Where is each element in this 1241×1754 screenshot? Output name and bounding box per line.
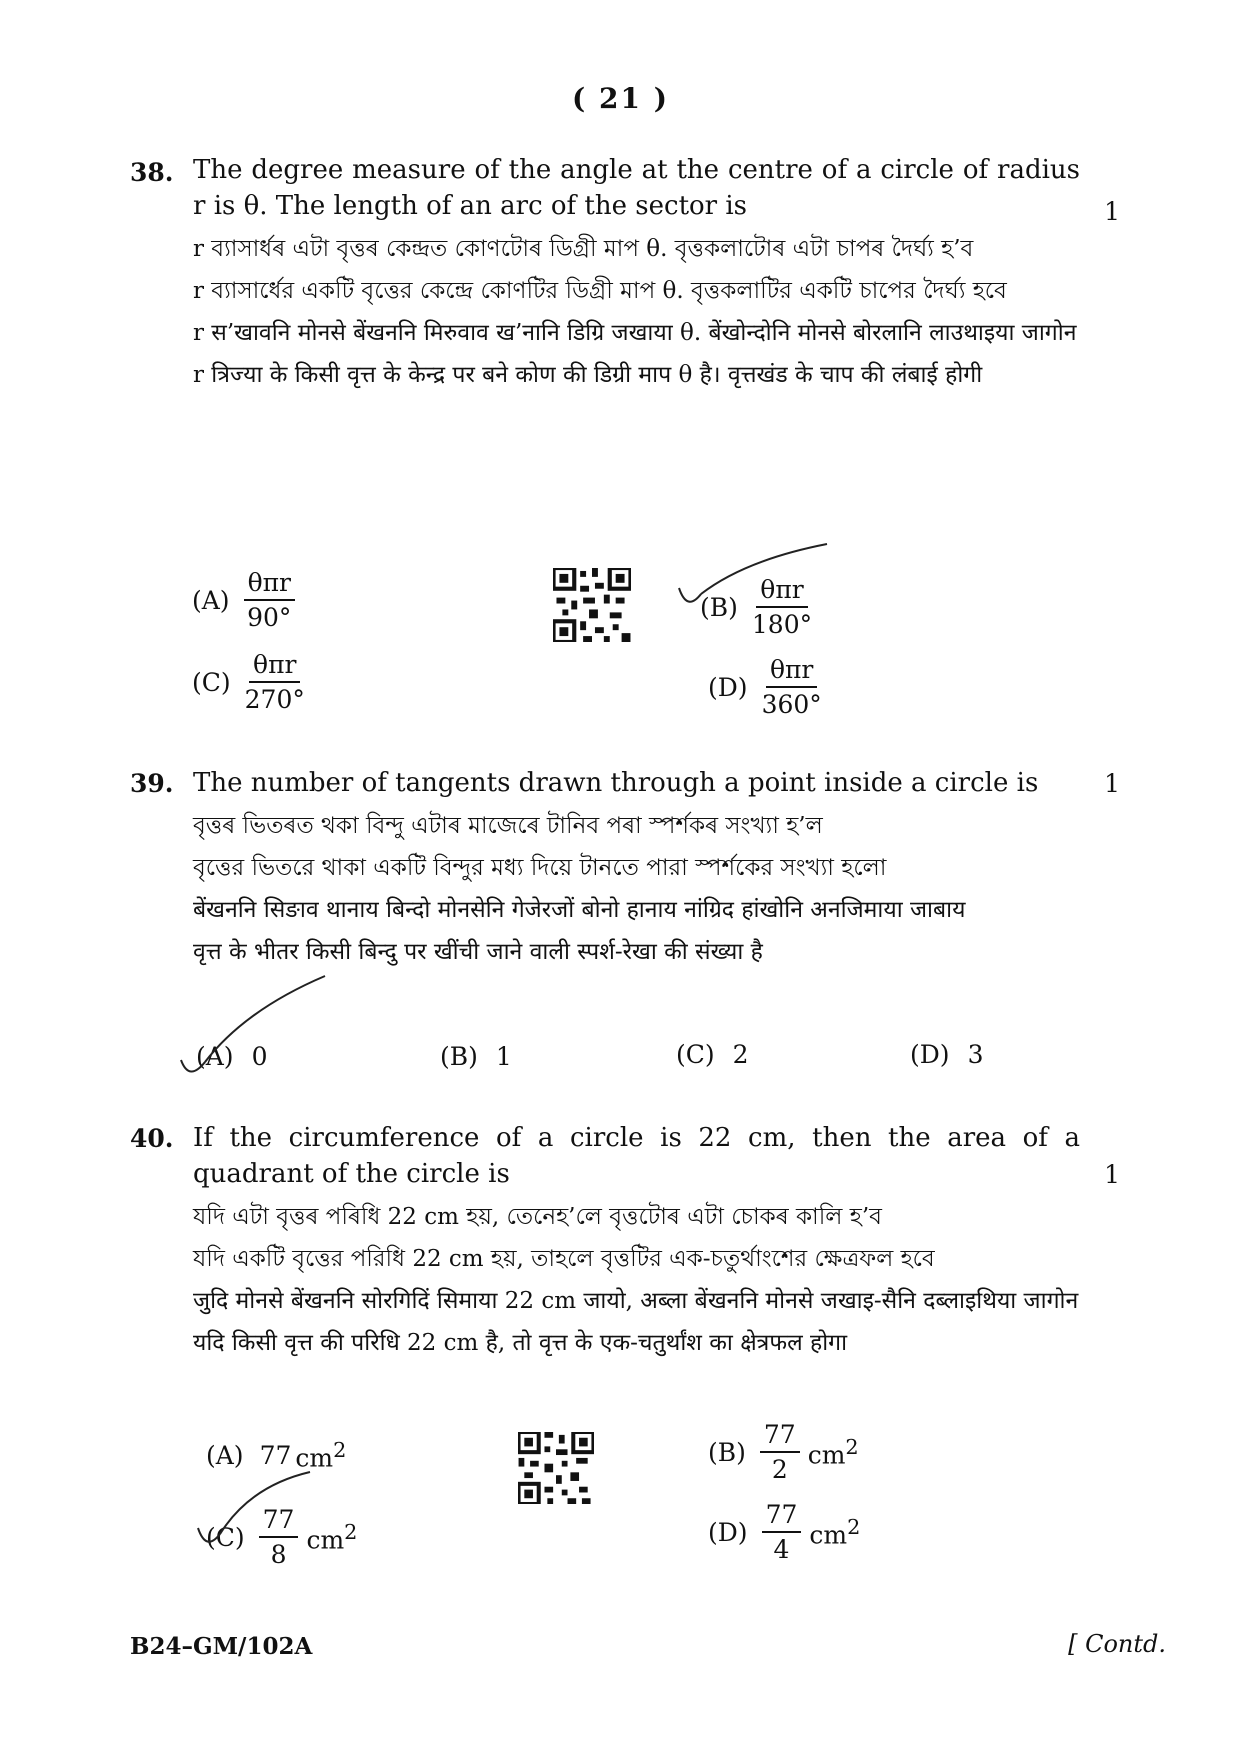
option-d xyxy=(910,1040,983,1069)
numerator: θπr xyxy=(244,568,295,601)
denominator: 270° xyxy=(244,685,305,714)
option-label: (C) xyxy=(676,1040,715,1069)
option-unit xyxy=(808,1435,859,1469)
question-text-english: The degree measure of the angle at the centre of a circle of radius r is θ. The length of an arc of the sector is xyxy=(193,155,1080,221)
page-number: ( 21 ) xyxy=(572,82,669,115)
question-text-hindi: यदि किसी वृत्त की परिधि 22 cm है, तो वृत्त के एक-चतुर्थांश का क्षेत्रफल होगा xyxy=(193,1330,848,1356)
paper-code: B24–GM/102A xyxy=(130,1633,313,1660)
unit-text: cm xyxy=(807,1440,846,1470)
option-b xyxy=(700,575,816,639)
option-d xyxy=(708,655,826,719)
fraction xyxy=(244,568,295,632)
question-text-bodo: r स’खावनि मोनसे बेंखननि मिरुवाव ख’नानि डिग्रि जखाया θ. बेंखोन्दोनि मोनसे बोरलानि लाउथाइया जागोन xyxy=(193,320,1077,346)
unit-power: 2 xyxy=(344,1519,358,1544)
numerator: θπr xyxy=(766,655,817,688)
question-marks: 1 xyxy=(1104,197,1120,226)
fraction xyxy=(259,1505,299,1569)
question-text-hindi: वृत्त के भीतर किसी बिन्दु पर खींची जाने वाली स्पर्श-रेखा की संख्या है xyxy=(193,939,763,965)
denominator: 8 xyxy=(270,1540,287,1569)
question-text-assamese: বৃত্তৰ ভিতৰত থকা বিন্দু এটাৰ মাজেৰে টানিব পৰা স্পৰ্শকৰ সংখ্যা হ’ল xyxy=(193,813,823,839)
question-text-bodo: बेंखननि सिङाव थानाय बिन्दो मोनसेनि गेजेरजों बोनो हानाय नांग्रिद हांखोनि अनजिमाया जाबाय xyxy=(193,897,966,923)
unit-power: 2 xyxy=(845,1434,859,1459)
option-label: (D) xyxy=(708,1517,748,1547)
option-unit xyxy=(306,1520,357,1554)
question-number: 40. xyxy=(130,1124,174,1153)
numerator: 77 xyxy=(259,1505,299,1538)
option-unit xyxy=(295,1438,346,1472)
question-38 xyxy=(130,152,1120,392)
option-c xyxy=(192,650,309,714)
question-text-bodo: जुदि मोनसे बेंखननि सोरगिदिं सिमाया 22 cm जायो, अब्ला बेंखननि मोनसे जखाइ-सैनि दब्लाइथिया जागोन xyxy=(193,1288,1079,1314)
continued-note: [ Contd. xyxy=(1068,1630,1166,1658)
option-d xyxy=(708,1500,860,1564)
option-value: 77 xyxy=(259,1440,292,1470)
question-text-english: The number of tangents drawn through a point inside a circle is xyxy=(193,768,1039,798)
option-a xyxy=(196,1042,267,1071)
fraction xyxy=(762,655,822,719)
question-text-assamese: যদি এটা বৃত্তৰ পৰিধি 22 cm হয়, তেনেহ’লে বৃত্তটোৰ এটা চোকৰ কালি হ’ব xyxy=(193,1204,882,1230)
denominator: 180° xyxy=(751,610,813,639)
denominator: 90° xyxy=(247,603,292,632)
option-c xyxy=(206,1505,357,1569)
unit-text: cm xyxy=(306,1525,345,1555)
option-label: (B) xyxy=(700,592,738,622)
question-number: 38. xyxy=(130,158,174,187)
numerator: 77 xyxy=(760,1420,800,1453)
option-label: (C) xyxy=(192,667,231,697)
option-unit xyxy=(809,1515,860,1549)
option-value: 0 xyxy=(251,1042,268,1071)
numerator: θπr xyxy=(249,650,300,683)
fraction xyxy=(245,650,305,714)
fraction xyxy=(760,1420,800,1484)
unit-text: cm xyxy=(295,1443,334,1473)
question-40 xyxy=(130,1120,1120,1360)
option-c xyxy=(676,1040,749,1069)
qr-code-icon xyxy=(553,568,631,642)
option-label: (A) xyxy=(192,585,230,615)
qr-code-icon xyxy=(518,1432,594,1504)
option-label: (D) xyxy=(910,1040,950,1069)
option-value: 3 xyxy=(967,1040,984,1069)
option-b xyxy=(708,1420,859,1484)
question-text-assamese: r ব্যাসাৰ্ধৰ এটা বৃত্তৰ কেন্দ্ৰত কোণটোৰ ডিগ্ৰী মাপ θ. বৃত্তকলাটোৰ এটা চাপৰ দৈৰ্ঘ্য হ’ব xyxy=(193,236,974,262)
question-text-bengali: যদি একটি বৃত্তের পরিধি 22 cm হয়, তাহলে বৃত্তটির এক-চতুর্থাংশের ক্ষেত্রফল হবে xyxy=(193,1246,935,1272)
question-text-bengali: r ব্যাসার্ধের একটি বৃত্তের কেন্দ্রে কোণটির ডিগ্রী মাপ θ. বৃত্তকলাটির একটি চাপের দৈর্ঘ্য হবে xyxy=(193,278,1007,304)
option-a xyxy=(192,568,299,632)
question-39 xyxy=(130,765,1120,969)
question-text-hindi: r त्रिज्या के किसी वृत्त के केन्द्र पर बने कोण की डिग्री माप θ है। वृत्तखंड के चाप की लंबाई होगी xyxy=(193,362,983,388)
fraction xyxy=(752,575,812,639)
option-label: (A) xyxy=(206,1440,244,1470)
denominator: 4 xyxy=(773,1535,790,1564)
denominator: 360° xyxy=(761,690,822,719)
option-label: (D) xyxy=(708,672,748,702)
unit-power: 2 xyxy=(333,1438,347,1462)
fraction xyxy=(762,1500,802,1564)
question-text-bengali: বৃত্তের ভিতরে থাকা একটি বিন্দুর মধ্য দিয়ে টানতে পারা স্পর্শকের সংখ্যা হলো xyxy=(193,855,887,881)
question-number: 39. xyxy=(130,769,174,798)
denominator: 2 xyxy=(771,1455,788,1484)
option-value: 1 xyxy=(495,1042,512,1071)
numerator: θπr xyxy=(756,575,807,608)
option-label: (B) xyxy=(440,1042,478,1071)
option-label: (A) xyxy=(196,1042,234,1071)
unit-text: cm xyxy=(809,1520,848,1550)
option-b xyxy=(440,1042,512,1071)
option-value: 2 xyxy=(732,1040,749,1069)
question-marks: 1 xyxy=(1104,1160,1120,1189)
option-a xyxy=(206,1438,346,1472)
unit-power: 2 xyxy=(847,1514,861,1539)
option-label: (B) xyxy=(708,1437,746,1467)
question-marks: 1 xyxy=(1104,769,1120,798)
numerator: 77 xyxy=(762,1500,802,1533)
question-text-english: If the circumference of a circle is 22 cm, then the area of a quadrant of the circle is xyxy=(193,1123,1080,1189)
option-label: (C) xyxy=(206,1522,245,1552)
